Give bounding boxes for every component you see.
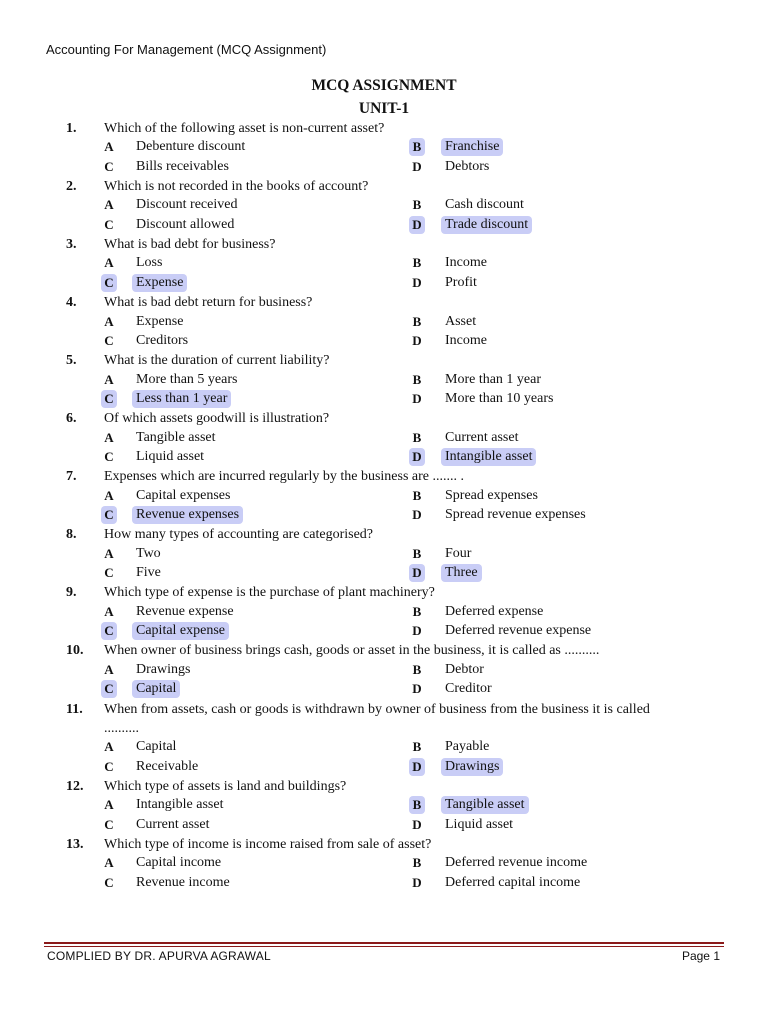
option-letter-b[interactable]: B	[412, 429, 422, 445]
option-row	[0, 854, 768, 873]
selected-answer[interactable]: Less than 1 year	[132, 390, 231, 408]
selected-answer[interactable]: Trade discount	[441, 216, 532, 234]
option-row	[0, 661, 768, 680]
option-text[interactable]: Four	[445, 545, 472, 561]
question-text: When owner of business brings cash, goods or asset in the business, it is called as ..........	[104, 643, 600, 659]
question-text: When from assets, cash or goods is withdrawn by owner of business from the business it is called	[104, 701, 650, 717]
option-text[interactable]: Revenue expense	[136, 603, 234, 619]
option-letter-b[interactable]: B	[409, 138, 425, 156]
option-letter-d[interactable]: D	[409, 564, 425, 582]
option-letter-c[interactable]: C	[104, 216, 114, 232]
question-text: Which type of expense is the purchase of plant machinery?	[104, 585, 435, 601]
option-text[interactable]: Profit	[445, 274, 477, 290]
option-text[interactable]: Creditor	[445, 681, 492, 697]
option-text[interactable]: Income	[445, 255, 487, 271]
option-letter-b[interactable]: B	[412, 603, 422, 619]
question-number: 11.	[66, 701, 83, 717]
option-letter-b[interactable]: B	[412, 313, 422, 329]
option-letter-d[interactable]: D	[412, 874, 422, 890]
option-text[interactable]: Expense	[136, 313, 184, 329]
option-row	[0, 371, 768, 390]
option-letter-c[interactable]: C	[104, 158, 114, 174]
option-letter-b[interactable]: B	[412, 661, 422, 677]
option-letter-c[interactable]: C	[104, 816, 114, 832]
option-letter-a[interactable]: A	[104, 139, 114, 155]
question-number: 10.	[66, 643, 84, 659]
selected-answer[interactable]: Three	[441, 564, 482, 582]
option-text[interactable]: Deferred capital income	[445, 874, 581, 890]
option-row	[0, 138, 768, 157]
option-text[interactable]: Two	[136, 545, 161, 561]
option-row	[0, 487, 768, 506]
option-row	[0, 603, 768, 622]
question-row	[0, 235, 768, 254]
question-row	[0, 641, 768, 660]
question-number: 7.	[66, 469, 77, 485]
page-title: MCQ ASSIGNMENT	[311, 77, 457, 94]
option-row	[0, 390, 768, 409]
question-text: What is the duration of current liability?	[104, 353, 330, 369]
question-text: How many types of accounting are categorised?	[104, 527, 374, 543]
option-letter-b[interactable]: B	[412, 855, 422, 871]
option-letter-c[interactable]: C	[104, 332, 114, 348]
option-letter-d[interactable]: D	[409, 758, 425, 776]
option-letter-b[interactable]: B	[412, 739, 422, 755]
option-text[interactable]: Discount received	[136, 197, 238, 213]
option-text[interactable]: Intangible asset	[136, 797, 224, 813]
option-text[interactable]: Current asset	[136, 816, 210, 832]
option-text[interactable]: Loss	[136, 255, 163, 271]
option-text[interactable]: Revenue income	[136, 874, 230, 890]
option-text[interactable]: Asset	[445, 313, 477, 329]
option-row	[0, 796, 768, 815]
question-number: 2.	[66, 179, 77, 195]
option-letter-c[interactable]: C	[104, 874, 114, 890]
selected-answer[interactable]: Revenue expenses	[132, 506, 243, 524]
option-letter-b[interactable]: B	[412, 255, 422, 271]
option-letter-a[interactable]: A	[104, 797, 114, 813]
question-row	[0, 293, 768, 312]
option-letter-d[interactable]: D	[412, 623, 422, 639]
option-letter-d[interactable]: D	[412, 507, 422, 522]
option-letter-a[interactable]: A	[104, 487, 114, 503]
option-row	[0, 622, 768, 641]
selected-answer[interactable]: Capital	[132, 680, 180, 698]
footer-rule-thin	[44, 946, 724, 947]
question-row	[0, 177, 768, 196]
option-text[interactable]: Payable	[445, 739, 490, 755]
option-text[interactable]: Debenture discount	[136, 139, 246, 155]
question-continuation: ..........	[104, 720, 139, 736]
option-row	[0, 680, 768, 699]
question-number: 4.	[66, 295, 77, 311]
option-text[interactable]: Discount allowed	[136, 216, 235, 232]
option-text[interactable]: Drawings	[136, 661, 191, 677]
option-letter-a[interactable]: A	[104, 545, 114, 561]
question-number: 6.	[66, 411, 77, 427]
question-text: Which is not recorded in the books of account?	[104, 179, 369, 195]
question-row	[0, 700, 768, 719]
page-subtitle: UNIT-1	[358, 100, 410, 117]
option-letter-c[interactable]: C	[104, 565, 114, 581]
option-letter-c[interactable]: C	[101, 506, 117, 524]
question-text: What is bad debt return for business?	[104, 295, 313, 311]
option-letter-a[interactable]: A	[104, 855, 114, 871]
option-letter-a[interactable]: A	[104, 255, 114, 271]
option-text[interactable]: Five	[136, 565, 161, 581]
running-header: Accounting For Management (MCQ Assignment)	[46, 42, 327, 57]
option-text[interactable]: Cash discount	[445, 197, 524, 213]
footer-compiled-by: COMPLIED BY DR. APURVA AGRAWAL	[47, 949, 271, 963]
option-row	[0, 274, 768, 293]
option-text[interactable]: More than 1 year	[445, 371, 542, 387]
option-letter-a[interactable]: A	[104, 739, 114, 755]
option-text[interactable]: Liquid asset	[136, 448, 205, 464]
option-text[interactable]: Spread revenue expenses	[445, 507, 586, 522]
question-row	[0, 835, 768, 854]
option-letter-c[interactable]: C	[101, 622, 117, 640]
question-number: 3.	[66, 237, 77, 253]
option-text[interactable]: Debtor	[445, 661, 484, 677]
option-row	[0, 545, 768, 564]
question-text: Expenses which are incurred regularly by the business are ....... .	[104, 469, 464, 485]
selected-answer[interactable]: Expense	[132, 274, 187, 292]
page-number: Page 1	[681, 949, 720, 963]
selected-answer[interactable]: Drawings	[441, 758, 503, 776]
option-letter-b[interactable]: B	[412, 545, 422, 561]
option-row	[0, 874, 768, 893]
option-row	[0, 816, 768, 835]
option-letter-d[interactable]: D	[412, 158, 422, 174]
question-number: 8.	[66, 527, 77, 543]
option-letter-c[interactable]: C	[104, 758, 114, 774]
option-letter-d[interactable]: D	[409, 216, 425, 234]
option-row	[0, 216, 768, 235]
option-letter-a[interactable]: A	[104, 197, 114, 213]
option-letter-d[interactable]: D	[412, 681, 422, 697]
option-letter-c[interactable]: C	[101, 680, 117, 698]
selected-answer[interactable]: Tangible asset	[441, 796, 529, 814]
option-text[interactable]: Current asset	[445, 429, 519, 445]
question-number: 5.	[66, 353, 77, 369]
option-text[interactable]: Deferred expense	[445, 603, 544, 619]
option-letter-d[interactable]: D	[412, 274, 422, 290]
option-row	[0, 196, 768, 215]
option-text[interactable]: More than 5 years	[136, 371, 238, 387]
option-letter-d[interactable]: D	[412, 390, 422, 406]
option-text[interactable]: Tangible asset	[136, 429, 216, 445]
option-letter-d[interactable]: D	[412, 816, 422, 832]
question-text: Of which assets goodwill is illustration?	[104, 411, 330, 427]
question-number: 13.	[66, 836, 84, 852]
option-text[interactable]: Liquid asset	[445, 816, 514, 832]
option-row	[0, 429, 768, 448]
option-letter-b[interactable]: B	[412, 487, 422, 503]
option-letter-a[interactable]: A	[104, 661, 114, 677]
option-text[interactable]: Receivable	[136, 758, 199, 774]
option-row	[0, 564, 768, 583]
option-text[interactable]: Deferred revenue income	[445, 855, 588, 871]
option-letter-d[interactable]: D	[412, 332, 422, 348]
option-letter-c[interactable]: C	[104, 448, 114, 464]
option-letter-a[interactable]: A	[104, 429, 114, 445]
option-row	[0, 158, 768, 177]
option-row	[0, 448, 768, 467]
option-text[interactable]: Creditors	[136, 332, 189, 348]
question-number: 1.	[66, 121, 77, 136]
option-letter-b[interactable]: B	[412, 197, 422, 213]
option-row	[0, 738, 768, 757]
option-row	[0, 332, 768, 351]
option-letter-b[interactable]: B	[412, 371, 422, 387]
option-text[interactable]: Income	[445, 332, 487, 348]
selected-answer[interactable]: Capital expense	[132, 622, 229, 640]
option-row	[0, 254, 768, 273]
question-number: 9.	[66, 585, 77, 601]
option-text[interactable]: Deferred revenue expense	[445, 623, 592, 639]
option-letter-a[interactable]: A	[104, 371, 114, 387]
option-row	[0, 506, 768, 525]
option-letter-c[interactable]: C	[101, 274, 117, 292]
option-text[interactable]: Capital income	[136, 855, 222, 871]
question-text: Which type of assets is land and buildings?	[104, 778, 347, 794]
option-row	[0, 758, 768, 777]
selected-answer[interactable]: Franchise	[441, 138, 503, 156]
question-number: 12.	[66, 778, 84, 794]
question-row	[0, 351, 768, 370]
question-row	[0, 525, 768, 544]
option-text[interactable]: Debtors	[445, 158, 490, 174]
option-letter-b[interactable]: B	[409, 796, 425, 814]
option-letter-a[interactable]: A	[104, 603, 114, 619]
option-letter-a[interactable]: A	[104, 313, 114, 329]
option-row	[0, 313, 768, 332]
question-row	[0, 119, 768, 138]
question-text: Which type of income is income raised from sale of asset?	[104, 836, 432, 852]
question-row	[0, 409, 768, 428]
option-text[interactable]: Capital	[136, 739, 177, 755]
question-text: What is bad debt for business?	[104, 237, 276, 253]
option-text[interactable]: Spread expenses	[445, 487, 538, 503]
option-letter-c[interactable]: C	[101, 390, 117, 408]
question-row	[0, 583, 768, 602]
footer-rule	[44, 942, 724, 944]
question-row	[0, 467, 768, 486]
option-text[interactable]: Bills receivables	[136, 158, 229, 174]
selected-answer[interactable]: Intangible asset	[441, 448, 536, 466]
option-text[interactable]: More than 10 years	[445, 390, 554, 406]
question-row	[0, 777, 768, 796]
question-text: Which of the following asset is non-current asset?	[104, 121, 385, 136]
option-letter-d[interactable]: D	[409, 448, 425, 466]
option-text[interactable]: Capital expenses	[136, 487, 231, 503]
question-continuation-row	[0, 719, 768, 738]
